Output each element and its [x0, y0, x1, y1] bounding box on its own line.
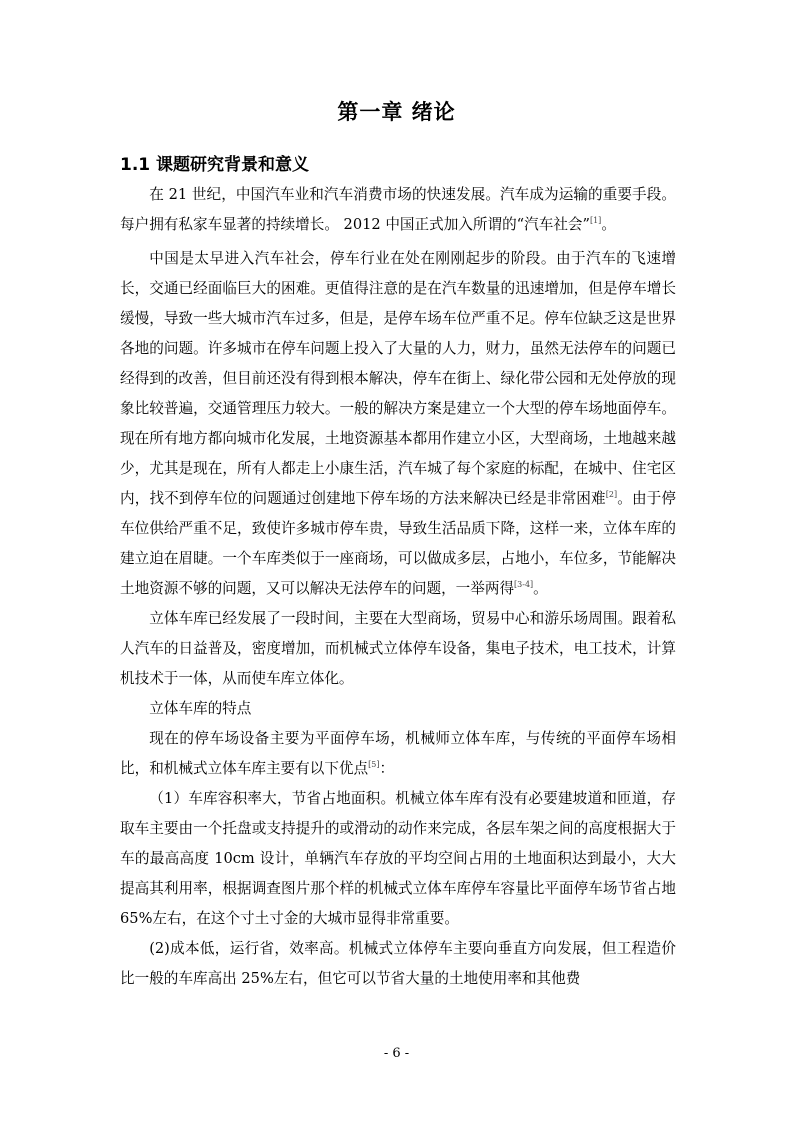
- paragraph-text: 中国是太早进入汽车社会，停车行业在处在刚刚起步的阶段。由于汽车的飞速增长，交通已经面临巨大的困难。更值得注意的是在汽车数量的迅速增加，但是停车增长缓慢，导致一些大城市汽车过多，但是，是停车场车位严重不足。停车位缺乏这是世界各地的问题。许多城市在停车问题上投入了大量的人力，财力，虽然无法停车的问题已经得到的改善，但目前还没有得到根本解决，停车在街上、绿化带公园和无处停放的现象比较普遍，交通管理压力较大。一般的解决方案是建立一个大型的停车场地面停车。现在所有地方都向城市化发展，土地资源基本都用作建立小区，大型商场，土地越来越少，尤其是现在，所有人都走上小康生活，汽车城了每个家庭的标配，在城中、住宅区内，找不到停车位的问题通过创建地下停车场的方法来解决已经是非常困难: [120, 250, 676, 507]
- citation: [2]: [605, 490, 618, 500]
- paragraph-tail: 。由于停车位供给严重不足，致使许多城市停车贵，导致生活品质下降，这样一来，立体车库的建立迫在眉睫。一个车库类似于一座商场，可以做成多层，占地小，车位多，节能解决土地资源不够的问题，又可以解决无法停车的问题，一举两得: [120, 490, 676, 597]
- paragraph-text: 立体车库已经发展了一段时间，主要在大型商场，贸易中心和游乐场周围。跟着私人汽车的日益普及，密度增加，而机械式立体停车设备，集电子技术，电工技术，计算机技术于一体，从而使车库立体化。: [120, 610, 676, 687]
- paragraph-2: [120, 244, 676, 604]
- body-text: [120, 180, 676, 994]
- paragraph-text: (2)成本低，运行省，效率高。机械式立体停车主要向垂直方向发展，但工程造价比一般的车库高出 25%左右，但它可以节省大量的土地使用率和其他费: [120, 940, 676, 987]
- section-heading: 1.1 课题研究背景和意义: [120, 155, 310, 175]
- page-number: - 6 -: [383, 1046, 410, 1061]
- paragraph-6: [120, 784, 676, 934]
- paragraph-7: [120, 934, 676, 994]
- citation: [3-4]: [514, 580, 534, 590]
- paragraph-tail: 。: [533, 580, 548, 597]
- citation: [1]: [589, 216, 602, 226]
- paragraph-tail: 。: [601, 216, 616, 233]
- paragraph-5: [120, 724, 676, 784]
- citation: [5]: [368, 760, 380, 770]
- paragraph-text: （1）车库容积率大，节省占地面积。机械立体车库有没有必要建坡道和匝道，存取车主要由一个托盘或支持提升的或滑动的动作来完成，各层车架之间的高度根据大于车的最高高度 10cm 设计，单辆汽车存放的平均空间占用的土地面积达到最小，大大提高其利用率，根据调查图片那个样的机械式立体车库停车容量比平面停车场节省占地 65%左右，在这个寸土寸金的大城市显得非常重要。: [120, 790, 676, 927]
- paragraph-3: [120, 604, 676, 694]
- paragraph-text: 在 21 世纪，中国汽车业和汽车消费市场的快速发展。汽车成为运输的重要手段。每户拥有私家车显著的持续增长。 2012 中国正式加入所谓的“汽车社会”: [120, 186, 676, 233]
- chapter-title: 第一章 绪论: [337, 100, 456, 124]
- paragraph-text: 立体车库的特点: [149, 700, 252, 717]
- paragraph-text: 现在的停车场设备主要为平面停车场，机械师立体车库，与传统的平面停车场相比，和机械式立体车库主要有以下优点: [120, 730, 676, 777]
- paragraph-tail: ：: [379, 760, 395, 777]
- paragraph-4: [120, 694, 676, 724]
- paragraph-1: [120, 180, 676, 240]
